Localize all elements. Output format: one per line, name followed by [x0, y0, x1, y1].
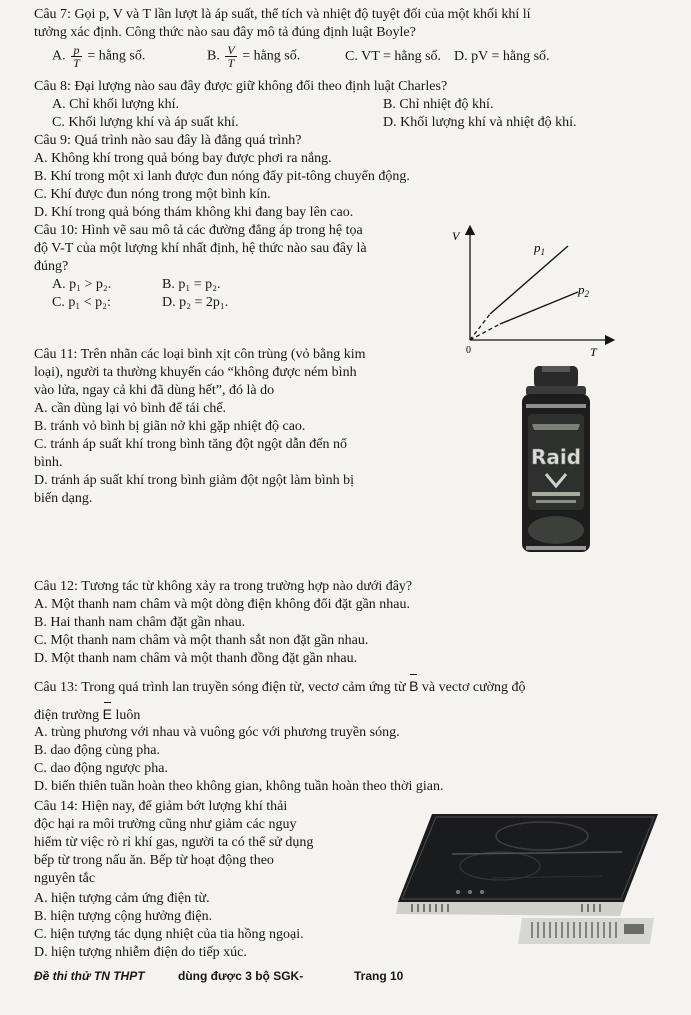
q8-option-a: A. Chỉ khối lượng khí. — [52, 97, 179, 112]
q14-line2: độc hại ra môi trường cũng như giảm các nguy — [34, 817, 297, 832]
q9-option-a: A. Không khí trong quả bóng bay được phơi ra nắng. — [34, 151, 332, 166]
q8-option-c: C. Khối lượng khí và áp suất khí. — [52, 115, 239, 130]
p1-label: $p_1$ — [534, 240, 545, 257]
q11-option-d-line1: D. tránh áp suất khí trong bình giảm đột ngột làm bình bị — [34, 473, 355, 488]
q7-line2: tưởng xác định. Công thức nào sau đây mô tả đúng định luật Boyle? — [34, 25, 416, 40]
q10-line2: độ V-T của một lượng khí nhất định, hệ thức nào sau đây là — [34, 241, 367, 256]
q13-option-d: D. biến thiên tuần hoàn theo không gian, không tuần hoàn theo thời gian. — [34, 779, 444, 794]
q11-line1: Câu 11: Trên nhãn các loại bình xịt côn trùng (vỏ bằng kim — [34, 347, 366, 362]
q11-option-b: B. tránh vỏ bình bị giãn nở khi gặp nhiệt độ cao. — [34, 419, 306, 434]
vector-e: E — [102, 706, 112, 722]
p2-label: $p_2$ — [578, 282, 589, 299]
q7-option-a: A. $\frac{p}{T}$ = hằng số. — [52, 43, 146, 70]
q7-option-d: D. pV = hằng số. — [454, 49, 550, 64]
q8-option-b: B. Chỉ nhiệt độ khí. — [383, 97, 494, 112]
q14-line5: nguyên tắc — [34, 871, 96, 886]
q14-line3: hiểm từ việc rò rỉ khí gas, người ta có thể sử dụng — [34, 835, 314, 850]
q11-line2: loại), người ta thường khuyến cáo “không được ném bình — [34, 365, 357, 380]
q9-option-c: C. Khí được đun nóng trong một bình kín. — [34, 187, 271, 202]
q10-option-c: C. p₁ < p₂: — [52, 295, 111, 310]
footer-middle: dùng được 3 bộ SGK- — [178, 969, 304, 983]
q8-option-d: D. Khối lượng khí và nhiệt độ khí. — [383, 115, 577, 130]
q10-option-b: B. p₁ = p₂. — [162, 277, 221, 292]
isobar-p2-line — [500, 292, 578, 324]
q12-option-b: B. Hai thanh nam châm đặt gần nhau. — [34, 615, 246, 630]
q10-line1: Câu 10: Hình vẽ sau mô tả các đường đẳng áp trong hệ tọa — [34, 223, 363, 238]
induction-cooktop-image — [392, 806, 664, 954]
q10-line3: đúng? — [34, 259, 69, 274]
q14-line1: Câu 14: Hiện nay, để giảm bớt lượng khí thải — [34, 799, 288, 814]
q9-line1: Câu 9: Quá trình nào sau đây là đẳng quá trình? — [34, 133, 302, 148]
q11-option-d-line2: biến dạng. — [34, 491, 93, 506]
q11-option-c-line1: C. tránh áp suất khí trong bình tăng đột ngột dẫn đến nổ — [34, 437, 348, 452]
q7-option-b: B. $\frac{V}{T}$ = hằng số. — [207, 43, 301, 70]
q9-option-b: B. Khí trong một xi lanh được đun nóng đẩy pit-tông chuyển động. — [34, 169, 410, 184]
q8-line1: Câu 8: Đại lượng nào sau đây được giữ không đổi theo định luật Charles? — [34, 79, 448, 94]
vector-b: B — [409, 678, 419, 694]
t-axis-label: T — [590, 345, 597, 359]
v-axis-label: V — [452, 229, 460, 243]
origin-label: 0 — [466, 345, 471, 356]
isobar-p1-dashed — [470, 314, 490, 340]
q12-option-d: D. Một thanh nam châm và một thanh đồng đặt gần nhau. — [34, 651, 358, 666]
isobar-graph — [450, 222, 620, 360]
q11-option-c-line2: bình. — [34, 455, 63, 470]
q9-option-d: D. Khí trong quả bóng thám không khi đang bay lên cao. — [34, 205, 354, 220]
isobar-p1-line — [490, 246, 568, 314]
footer-page-number: Trang 10 — [354, 969, 404, 983]
q7-line1: Câu 7: Gọi p, V và T lần lượt là áp suất, thể tích và nhiệt độ tuyệt đối của một khối khí lí — [34, 7, 531, 22]
q13-option-c: C. dao động ngược pha. — [34, 761, 168, 776]
q7-option-c: C. VT = hằng số. — [345, 49, 442, 64]
can-brand-logo: Raid — [530, 445, 582, 469]
q12-option-c: C. Một thanh nam châm và một thanh sắt non đặt gần nhau. — [34, 633, 369, 648]
q12-option-a: A. Một thanh nam châm và một dòng điện không đổi đặt gần nhau. — [34, 597, 410, 612]
q13-line2: điện trường E luôn — [34, 706, 141, 723]
q13-option-b: B. dao động cùng pha. — [34, 743, 160, 758]
isobar-p2-dashed — [470, 324, 500, 340]
spray-can-image — [512, 364, 600, 564]
q10-option-a: A. p₁ > p₂. — [52, 277, 112, 292]
q14-option-a: A. hiện tượng cảm ứng điện từ. — [34, 891, 210, 906]
q14-option-d: D. hiện tượng nhiễm điện do tiếp xúc. — [34, 945, 247, 960]
footer-left: Đề thi thử TN THPT — [34, 969, 145, 983]
q14-option-b: B. hiện tượng cộng hưởng điện. — [34, 909, 213, 924]
q12-line1: Câu 12: Tương tác từ không xảy ra trong trường hợp nào dưới đây? — [34, 579, 413, 594]
q13-line1: Câu 13: Trong quá trình lan truyền sóng điện từ, vectơ cảm ứng từ B và vectơ cường độ — [34, 678, 526, 695]
q13-option-a: A. trùng phương với nhau và vuông góc với phương truyền sóng. — [34, 725, 400, 740]
q10-option-d: D. p₂ = 2p₁. — [162, 295, 229, 310]
q14-line4: bếp từ trong nấu ăn. Bếp từ hoạt động theo — [34, 853, 274, 868]
q11-option-a: A. cần dùng lại vỏ bình để tái chế. — [34, 401, 227, 416]
q11-line3: vào lửa, ngay cả khi đã dùng hết”, đó là do — [34, 383, 275, 398]
q14-option-c: C. hiện tượng tác dụng nhiệt của tia hồng ngoại. — [34, 927, 304, 942]
